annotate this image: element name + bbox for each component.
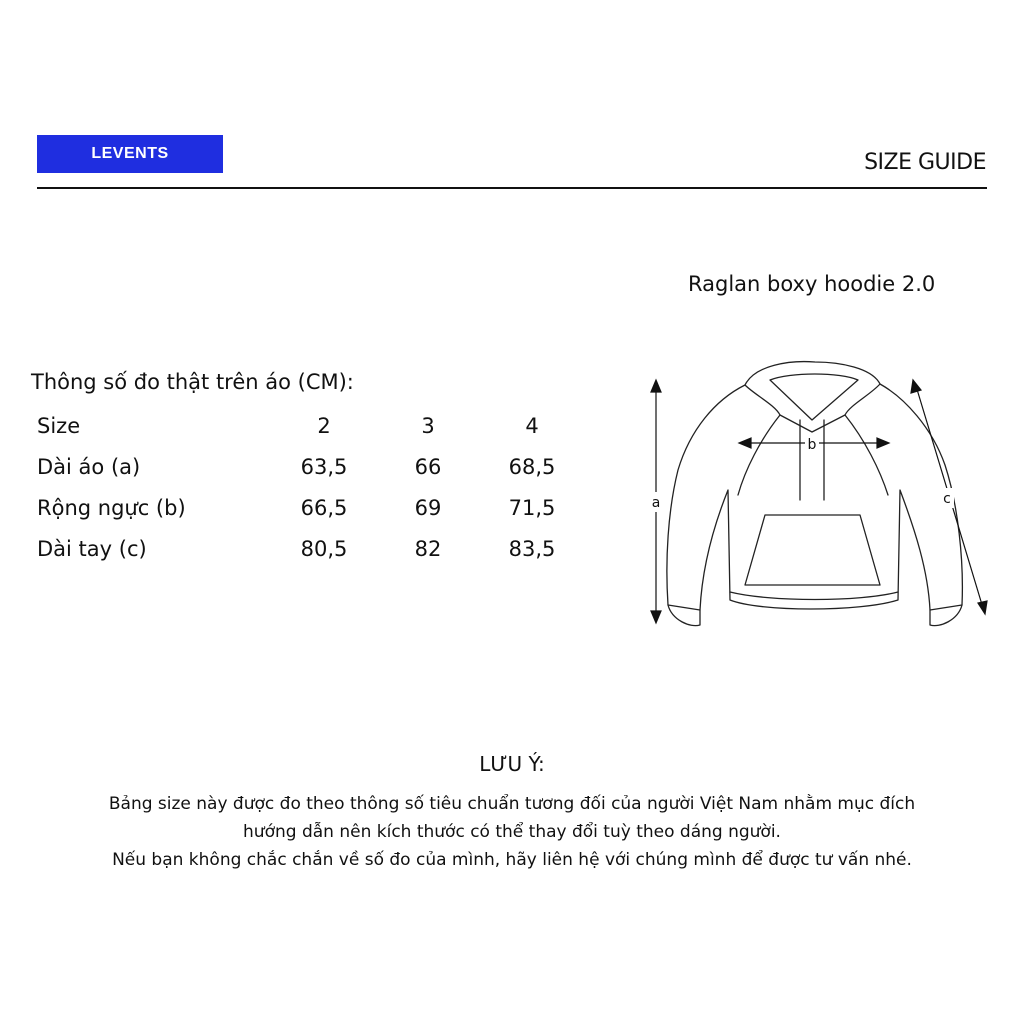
table-cell: 68,5 xyxy=(508,454,556,479)
header-label: Size xyxy=(37,413,81,438)
row-label: Dài tay (c) xyxy=(37,536,147,561)
table-cell: 80,5 xyxy=(300,536,348,561)
header-size: 2 xyxy=(317,413,331,438)
table-cell: 66 xyxy=(414,454,442,479)
dimension-label-b: b xyxy=(807,437,817,453)
page-title: SIZE GUIDE xyxy=(864,150,986,175)
hoodie-outline-icon xyxy=(630,355,995,640)
table-cell: 69 xyxy=(414,495,442,520)
hoodie-raglan-seam xyxy=(738,415,780,495)
arrow-head-icon xyxy=(877,438,889,448)
hoodie-hood xyxy=(745,362,880,432)
table-header-row xyxy=(37,405,584,446)
table-cell: 71,5 xyxy=(508,495,556,520)
note-line: Nếu bạn không chắc chắn về số đo của mình, hãy liên hệ với chúng mình để được tư vấn nhé. xyxy=(112,850,912,870)
table-row xyxy=(37,487,584,528)
note-text xyxy=(60,790,964,874)
row-label: Rộng ngực (b) xyxy=(37,495,186,520)
table-cell: 83,5 xyxy=(508,536,556,561)
header-size: 4 xyxy=(525,413,539,438)
table-row xyxy=(37,528,584,569)
brand-logo: LEVENTS xyxy=(37,135,223,173)
table-cell: 63,5 xyxy=(300,454,348,479)
row-label: Dài áo (a) xyxy=(37,454,141,479)
arrow-head-icon xyxy=(978,601,987,614)
product-name: Raglan boxy hoodie 2.0 xyxy=(688,272,936,296)
hoodie-hood-inner xyxy=(770,374,858,420)
dimension-label-c: c xyxy=(943,491,951,507)
table-cell: 66,5 xyxy=(300,495,348,520)
size-table xyxy=(37,405,584,569)
header-divider xyxy=(37,187,987,189)
header-size: 3 xyxy=(421,413,435,438)
hoodie-pocket xyxy=(745,515,880,585)
hoodie-raglan-seam xyxy=(845,415,888,495)
table-title: Thông số đo thật trên áo (CM): xyxy=(31,370,354,394)
table-row xyxy=(37,446,584,487)
arrow-head-icon xyxy=(911,380,921,393)
arrow-head-icon xyxy=(651,611,661,623)
dimension-label-a: a xyxy=(651,495,661,511)
note-line: Bảng size này được đo theo thông số tiêu chuẩn tương đối của người Việt Nam nhằm mục đích xyxy=(108,794,916,814)
hoodie-hem-band xyxy=(730,592,898,600)
note-line: hướng dẫn nên kích thước có thể thay đổi tuỳ theo dáng người. xyxy=(243,822,781,842)
arrow-head-icon xyxy=(739,438,751,448)
note-title: LƯU Ý: xyxy=(479,752,545,776)
table-cell: 82 xyxy=(414,536,442,561)
arrow-head-icon xyxy=(651,380,661,392)
